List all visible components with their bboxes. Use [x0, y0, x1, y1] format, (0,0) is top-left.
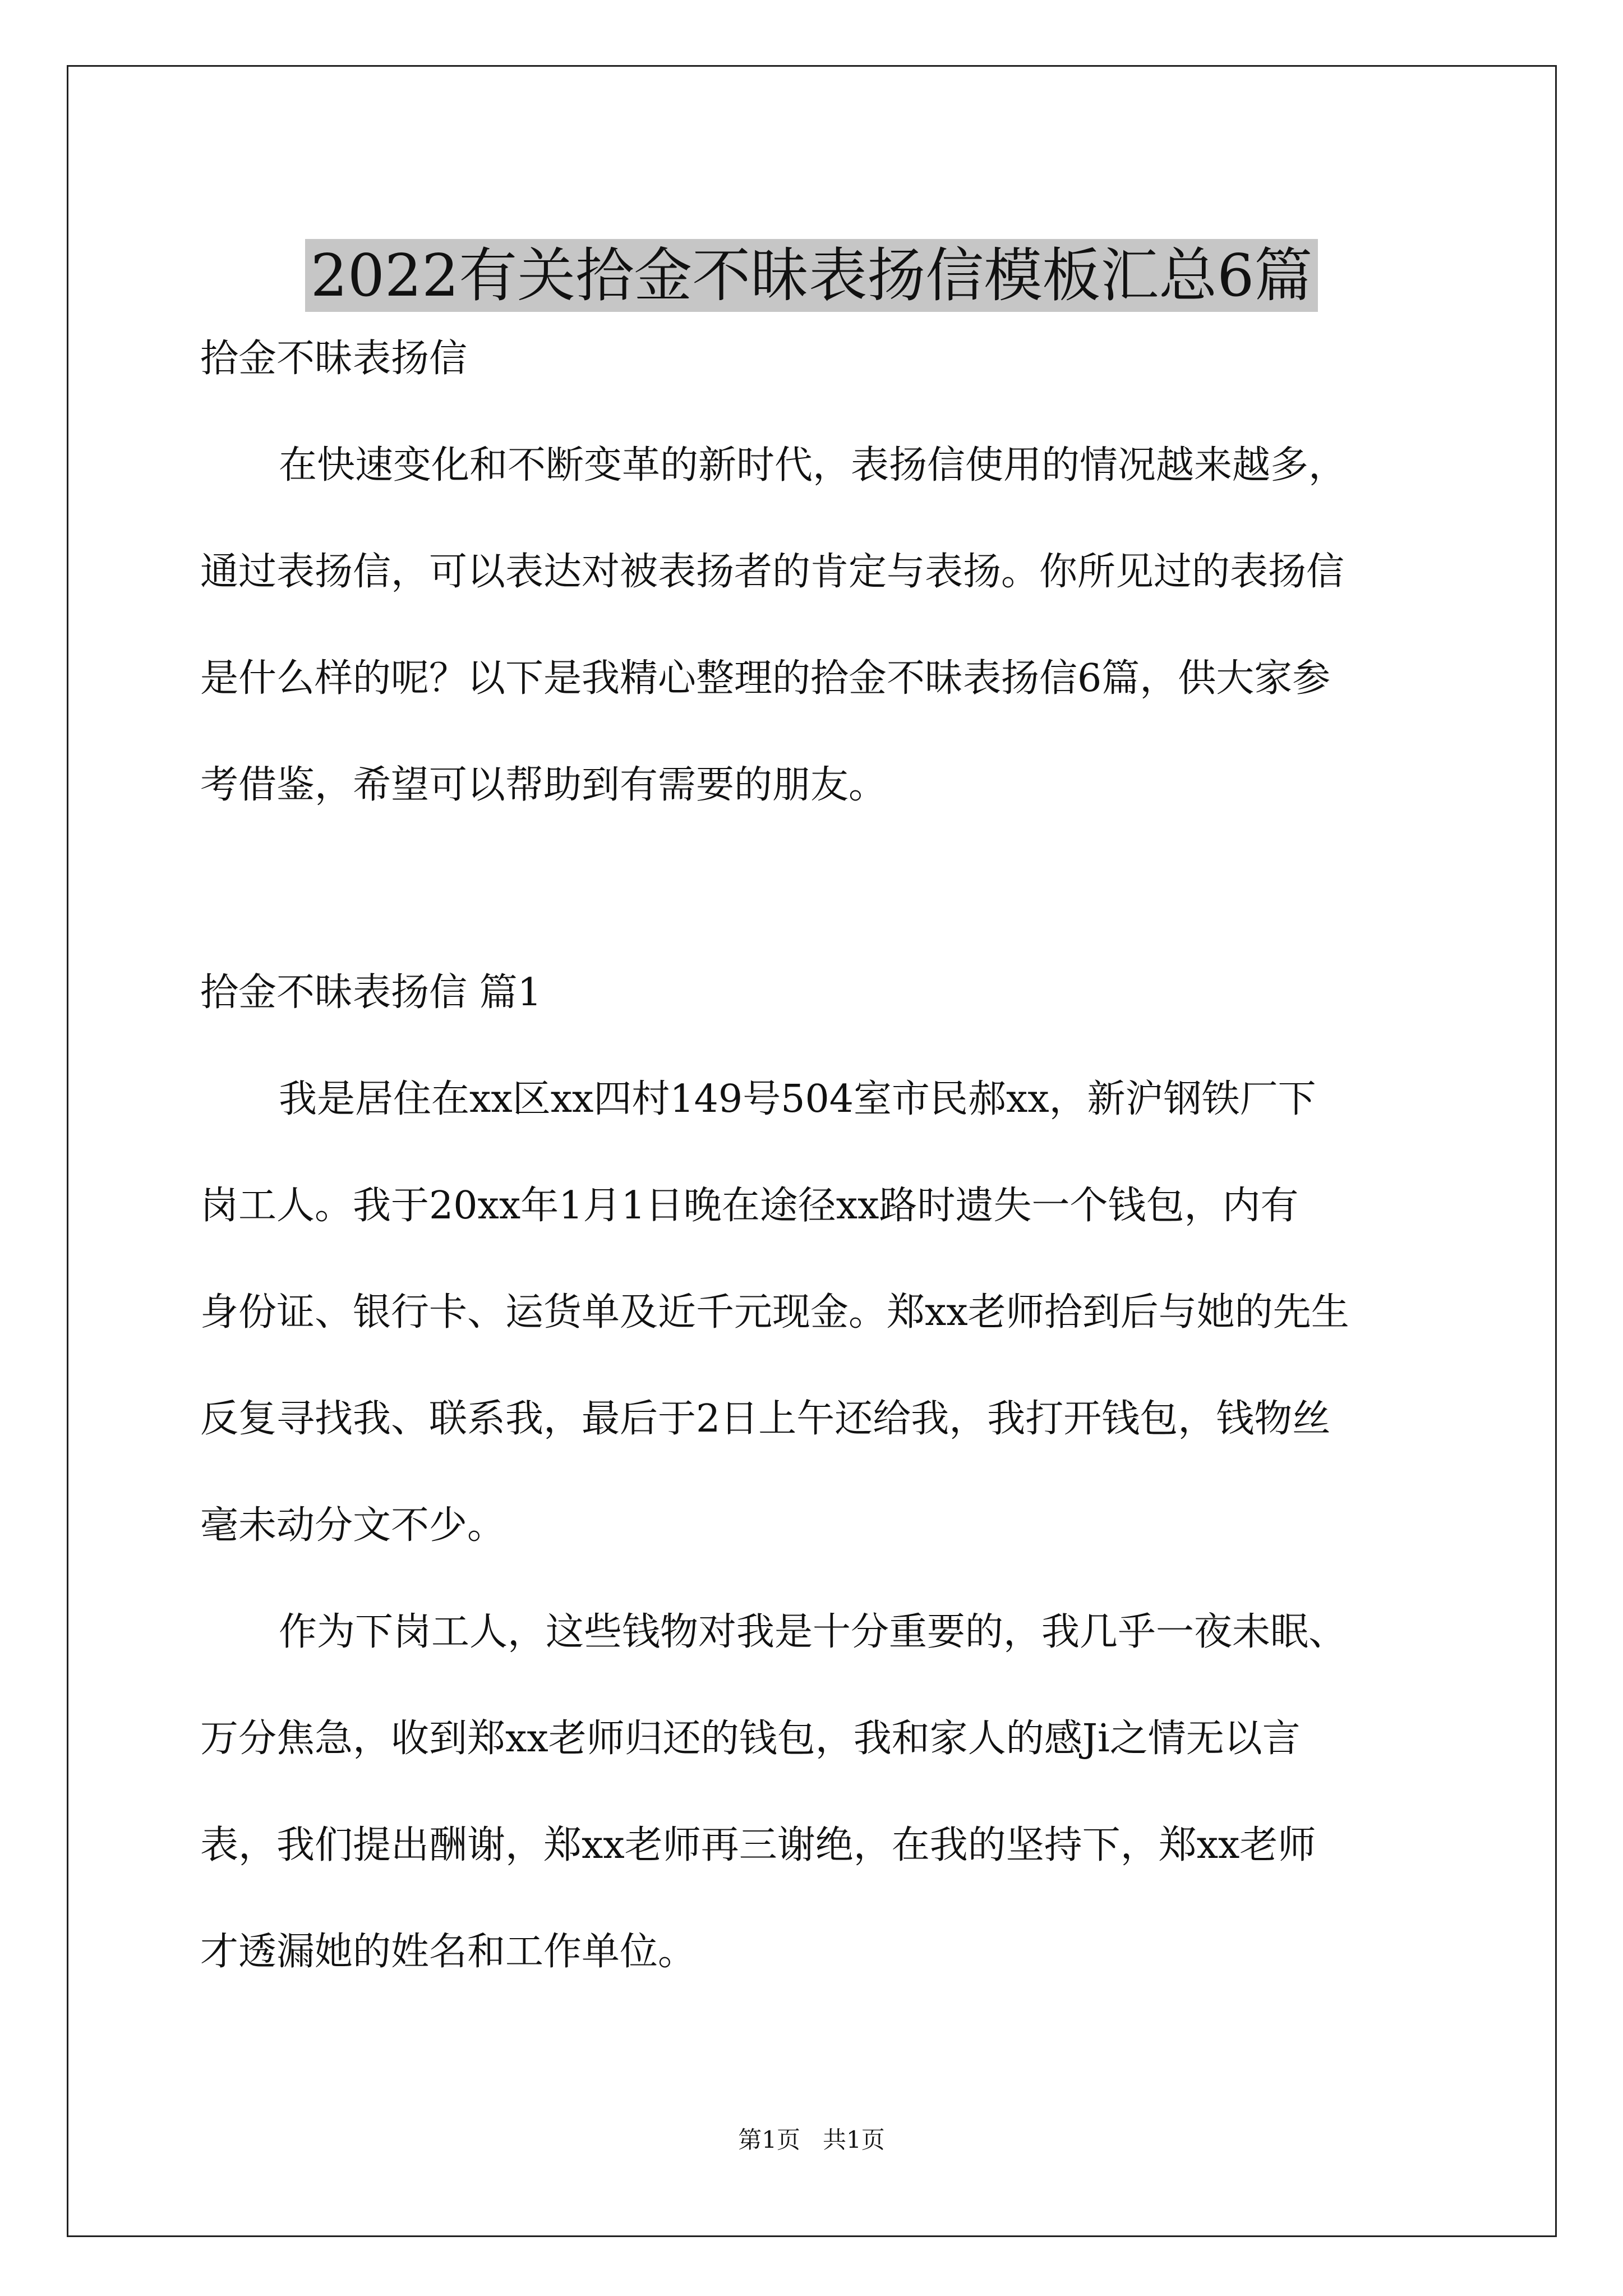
- section1-para2-line: 表，我们提出酬谢，郑xx老师再三谢绝，在我的坚持下，郑xx老师: [200, 1823, 1316, 1867]
- intro-line: 在快速变化和不断变革的新时代，表扬信使用的情况越来越多，: [279, 443, 1347, 487]
- intro-line: 是什么样的呢？以下是我精心整理的拾金不昧表扬信6篇，供大家参: [200, 656, 1331, 701]
- intro-heading: 拾金不昧表扬信: [200, 337, 468, 381]
- section1-para1-line: 岗工人。我于20xx年1月1日晚在途径xx路时遗失一个钱包，内有: [200, 1184, 1299, 1228]
- section1-para2-line: 作为下岗工人，这些钱物对我是十分重要的，我几乎一夜未眠、: [279, 1610, 1347, 1654]
- intro-line: 通过表扬信，可以表达对被表扬者的肯定与表扬。你所见过的表扬信: [200, 550, 1345, 594]
- section1-para2-line: 万分焦急，收到郑xx老师归还的钱包，我和家人的感Ji之情无以言: [200, 1717, 1301, 1761]
- section1-para2-line: 才透漏她的姓名和工作单位。: [200, 1930, 697, 1974]
- document-body: [200, 306, 1440, 2005]
- section1-heading: 拾金不昧表扬信 篇1: [200, 970, 542, 1015]
- intro-line: 考借鉴，希望可以帮助到有需要的朋友。: [200, 763, 887, 807]
- section1-para1-line: 身份证、银行卡、运货单及近千元现金。郑xx老师拾到后与她的先生: [200, 1290, 1349, 1335]
- section1-para1-line: 毫未动分文不少。: [200, 1503, 506, 1548]
- page-footer: 第1页 共1页: [738, 2126, 885, 2154]
- section1-para1-line: 我是居住在xx区xx四村149号504室市民郝xx，新沪钢铁厂下: [279, 1077, 1316, 1121]
- section1-para1-line: 反复寻找我、联系我，最后于2日上午还给我，我打开钱包，钱物丝: [200, 1397, 1331, 1441]
- section-gap: [200, 839, 1440, 940]
- document-title: 2022有关拾金不昧表扬信模板汇总6篇: [305, 239, 1318, 312]
